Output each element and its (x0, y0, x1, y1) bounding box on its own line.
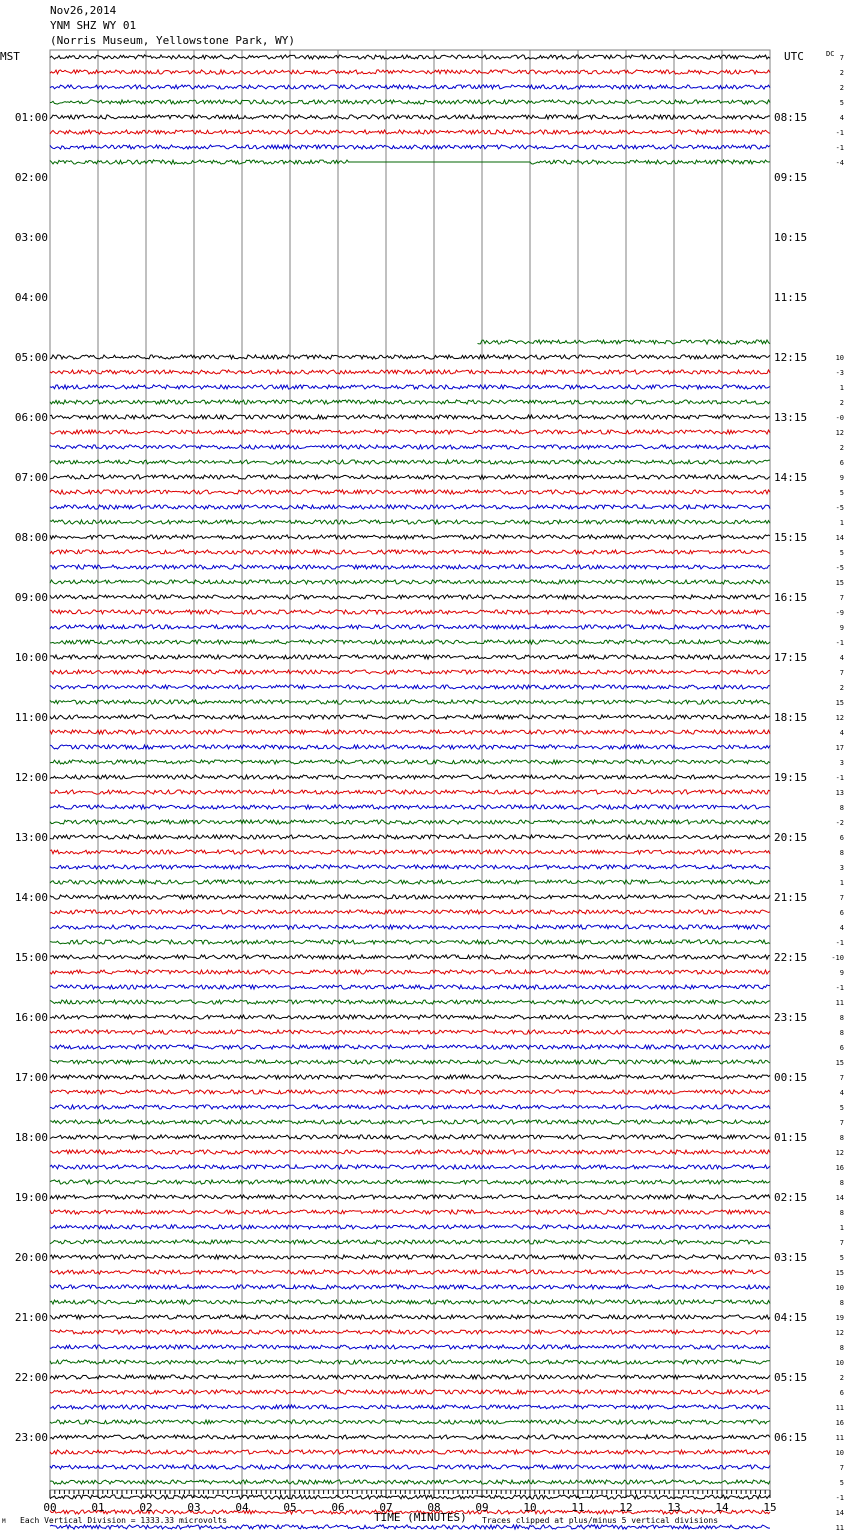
utc-hour-label: 11:15 (774, 291, 808, 304)
dc-offset-label: 8 (839, 849, 844, 857)
dc-offset-label: 4 (839, 924, 844, 932)
trace-row (50, 895, 770, 899)
dc-offset-label: 11 (835, 1434, 844, 1442)
trace-row (50, 925, 770, 929)
x-tick-label: 13 (667, 1501, 681, 1514)
dc-offset-label: 10 (835, 1284, 844, 1292)
trace-row (50, 55, 770, 59)
utc-hour-label: 06:15 (774, 1431, 808, 1444)
mst-hour-label: 11:00 (14, 711, 48, 724)
trace-row (50, 1225, 770, 1229)
dc-offset-label: 9 (839, 624, 844, 632)
trace-row (50, 430, 770, 434)
right-timezone-label: UTC (784, 50, 804, 63)
trace-row (50, 1105, 770, 1109)
utc-hour-label: 01:15 (774, 1131, 808, 1144)
dc-offset-label: 4 (839, 729, 844, 737)
trace-row (50, 805, 770, 809)
utc-hour-label: 18:15 (774, 711, 808, 724)
x-tick-label: 01 (91, 1501, 105, 1514)
dc-offset-label: 2 (839, 69, 844, 77)
dc-offset-label: 12 (835, 714, 844, 722)
trace-row (50, 580, 770, 584)
mst-hour-label: 06:00 (14, 411, 48, 424)
trace-row (50, 880, 770, 884)
dc-offset-label: 7 (839, 1119, 844, 1127)
trace-row (50, 1090, 770, 1094)
dc-offset-label: 8 (839, 804, 844, 812)
dc-offset-label: 16 (835, 1419, 844, 1427)
trace-row (50, 1060, 770, 1064)
mst-hour-label: 04:00 (14, 291, 48, 304)
dc-offset-label: -2 (835, 819, 844, 827)
trace-row (50, 535, 770, 539)
dc-offset-label: 8 (839, 1299, 844, 1307)
trace-row (50, 160, 770, 164)
dc-offset-label: -1 (835, 639, 844, 647)
trace-row (50, 85, 770, 89)
x-tick-label: 11 (571, 1501, 585, 1514)
trace-row (50, 1285, 770, 1289)
utc-hour-label: 16:15 (774, 591, 808, 604)
dc-offset-label: 2 (839, 84, 844, 92)
dc-offset-label: 8 (839, 1134, 844, 1142)
dc-offset-label: 10 (835, 1359, 844, 1367)
dc-offset-label: 11 (835, 1404, 844, 1412)
dc-offset-label: 8 (839, 1029, 844, 1037)
mst-hour-label: 09:00 (14, 591, 48, 604)
trace-row (50, 1240, 770, 1244)
trace-row (50, 385, 770, 389)
trace-row (50, 1000, 770, 1004)
dc-offset-label: 15 (835, 1059, 844, 1067)
dc-offset-label: 10 (835, 354, 844, 362)
mst-hour-label: 07:00 (14, 471, 48, 484)
trace-row (50, 1330, 770, 1334)
trace-row (50, 760, 770, 764)
trace-row (50, 1390, 770, 1394)
dc-offset-label: 14 (835, 1509, 844, 1517)
mst-hour-label: 15:00 (14, 951, 48, 964)
trace-row (50, 1150, 770, 1154)
dc-offset-label: 17 (835, 744, 844, 752)
mst-hour-label: 13:00 (14, 831, 48, 844)
trace-row (50, 100, 770, 104)
dc-offset-label: -1 (835, 984, 844, 992)
trace-row (50, 490, 770, 494)
dc-offset-label: -5 (835, 504, 844, 512)
utc-hour-label: 19:15 (774, 771, 808, 784)
dc-offset-label: 1 (839, 519, 844, 527)
trace-row (50, 745, 770, 749)
dc-offset-label: 2 (839, 399, 844, 407)
trace-row (50, 730, 770, 734)
dc-offset-label: -10 (831, 954, 844, 962)
mst-hour-label: 18:00 (14, 1131, 48, 1144)
station-location: (Norris Museum, Yellowstone Park, WY) (50, 34, 296, 47)
x-tick-label: 04 (235, 1501, 249, 1514)
trace-row (50, 70, 770, 74)
dc-offset-label: 11 (835, 999, 844, 1007)
dc-offset-label: 6 (839, 909, 844, 917)
trace-row (50, 610, 770, 614)
dc-offset-label: 1 (839, 384, 844, 392)
dc-offset-label: 8 (839, 1014, 844, 1022)
trace-row (50, 1255, 770, 1259)
trace-row (50, 700, 770, 704)
utc-hour-label: 02:15 (774, 1191, 808, 1204)
dc-offset-label: 5 (839, 489, 844, 497)
utc-hour-label: 22:15 (774, 951, 808, 964)
trace-row (50, 475, 770, 479)
trace-row (50, 865, 770, 869)
utc-hour-label: 17:15 (774, 651, 808, 664)
x-tick-label: 10 (523, 1501, 537, 1514)
dc-offset-label: 4 (839, 1089, 844, 1097)
dc-offset-label: 7 (839, 1239, 844, 1247)
dc-offset-label: 14 (835, 1194, 844, 1202)
trace-row (50, 820, 770, 824)
x-axis-title: TIME (MINUTES) (374, 1511, 467, 1524)
trace-row (50, 355, 770, 359)
trace-row (50, 1210, 770, 1214)
dc-offset-label: -0 (835, 414, 844, 422)
trace-row (50, 1435, 770, 1439)
left-timezone-label: MST (0, 50, 20, 63)
trace-row (478, 340, 771, 344)
mst-hour-label: 02:00 (14, 171, 48, 184)
dc-offset-label: -3 (835, 369, 844, 377)
dc-offset-label: 8 (839, 1344, 844, 1352)
utc-hour-label: 23:15 (774, 1011, 808, 1024)
x-tick-label: 14 (715, 1501, 729, 1514)
trace-row (50, 1120, 770, 1124)
trace-row (50, 775, 770, 779)
utc-hour-label: 09:15 (774, 171, 808, 184)
trace-row (50, 1375, 770, 1379)
trace-row (50, 655, 770, 659)
trace-row (50, 1195, 770, 1199)
utc-hour-label: 00:15 (774, 1071, 808, 1084)
trace-row (50, 505, 770, 509)
trace-row (50, 1015, 770, 1019)
dc-offset-label: 9 (839, 474, 844, 482)
mst-hour-label: 17:00 (14, 1071, 48, 1084)
dc-offset-label: 2 (839, 684, 844, 692)
trace-row (50, 445, 770, 449)
trace-row (50, 1480, 770, 1484)
dc-offset-label: 3 (839, 864, 844, 872)
dc-offset-label: -5 (835, 564, 844, 572)
dc-offset-label: 7 (839, 894, 844, 902)
trace-row (50, 1345, 770, 1349)
dc-offset-label: 4 (839, 114, 844, 122)
trace-row (50, 595, 770, 599)
trace-row (50, 1300, 770, 1304)
trace-row (50, 130, 770, 134)
mst-hour-label: 14:00 (14, 891, 48, 904)
trace-row (50, 1405, 770, 1409)
trace-row (50, 1360, 770, 1364)
dc-offset-label: 8 (839, 1179, 844, 1187)
dc-offset-label: 7 (839, 54, 844, 62)
dc-offset-label: 7 (839, 669, 844, 677)
utc-hour-label: 15:15 (774, 531, 808, 544)
dc-offset-label: -1 (835, 144, 844, 152)
dc-offset-label: 15 (835, 1269, 844, 1277)
x-tick-label: 08 (427, 1501, 441, 1514)
dc-offset-label: 16 (835, 1164, 844, 1172)
dc-offset-label: 7 (839, 1074, 844, 1082)
dc-offset-label: 10 (835, 1449, 844, 1457)
dc-offset-label: 5 (839, 1254, 844, 1262)
trace-row (50, 550, 770, 554)
trace-row (50, 940, 770, 944)
trace-row (50, 1135, 770, 1139)
trace-row (50, 640, 770, 644)
trace-row (50, 1030, 770, 1034)
scale-note: Each Vertical Division = 1333.33 microvolts (20, 1516, 228, 1525)
trace-row (50, 1180, 770, 1184)
trace-row (50, 565, 770, 569)
x-tick-label: 15 (763, 1501, 777, 1514)
dc-offset-label: 11 (835, 1524, 844, 1532)
mst-hour-label: 21:00 (14, 1311, 48, 1324)
mst-hour-label: 05:00 (14, 351, 48, 364)
dc-offset-label: 1 (839, 1224, 844, 1232)
trace-row (50, 1420, 770, 1424)
trace-row (50, 685, 770, 689)
corner-mark: M (2, 1518, 6, 1525)
utc-hour-label: 13:15 (774, 411, 808, 424)
trace-row (50, 715, 770, 719)
x-tick-label: 05 (283, 1501, 297, 1514)
utc-hour-label: 12:15 (774, 351, 808, 364)
utc-hour-label: 14:15 (774, 471, 808, 484)
dc-offset-label: 12 (835, 429, 844, 437)
trace-row (50, 1165, 770, 1169)
dc-offset-label: 15 (835, 699, 844, 707)
trace-row (50, 1495, 770, 1499)
utc-hour-label: 08:15 (774, 111, 808, 124)
x-tick-label: 03 (187, 1501, 201, 1514)
trace-row (50, 985, 770, 989)
dc-offset-label: 14 (835, 534, 844, 542)
station-code: YNM SHZ WY 01 (50, 19, 137, 32)
dc-offset-label: 7 (839, 594, 844, 602)
dc-offset-label: 5 (839, 549, 844, 557)
x-tick-label: 02 (139, 1501, 153, 1514)
x-tick-label: 00 (43, 1501, 57, 1514)
trace-row (50, 1525, 770, 1529)
dc-offset-label: 6 (839, 459, 844, 467)
trace-row (50, 1465, 770, 1469)
trace-row (50, 1045, 770, 1049)
trace-row (50, 415, 770, 419)
trace-row (50, 460, 770, 464)
trace-row (50, 115, 770, 119)
dc-offset-label: -1 (835, 939, 844, 947)
plot-date: Nov26,2014 (50, 4, 117, 17)
trace-row (50, 670, 770, 674)
trace-row (50, 850, 770, 854)
trace-row (50, 955, 770, 959)
mst-hour-label: 10:00 (14, 651, 48, 664)
dc-offset-label: 5 (839, 1479, 844, 1487)
utc-hour-label: 21:15 (774, 891, 808, 904)
utc-hour-label: 20:15 (774, 831, 808, 844)
trace-row (50, 145, 770, 149)
dc-offset-label: 9 (839, 969, 844, 977)
x-tick-label: 06 (331, 1501, 345, 1514)
mst-hour-label: 08:00 (14, 531, 48, 544)
trace-row (50, 1075, 770, 1079)
x-tick-label: 07 (379, 1501, 393, 1514)
mst-hour-label: 16:00 (14, 1011, 48, 1024)
dc-offset-label: 15 (835, 579, 844, 587)
dc-offset-label: 5 (839, 99, 844, 107)
trace-row (50, 625, 770, 629)
mst-hour-label: 01:00 (14, 111, 48, 124)
utc-hour-label: 05:15 (774, 1371, 808, 1384)
mst-hour-label: 19:00 (14, 1191, 48, 1204)
mst-hour-label: 23:00 (14, 1431, 48, 1444)
trace-row (50, 400, 770, 404)
dc-offset-label: -4 (835, 159, 844, 167)
trace-row (50, 1270, 770, 1274)
mst-hour-label: 03:00 (14, 231, 48, 244)
dc-offset-label: 6 (839, 1389, 844, 1397)
trace-row (50, 970, 770, 974)
dc-offset-label: 2 (839, 444, 844, 452)
dc-offset-label: 5 (839, 1104, 844, 1112)
mst-hour-label: 12:00 (14, 771, 48, 784)
dc-offset-label: 8 (839, 1209, 844, 1217)
clip-note: Traces clipped at plus/minus 5 vertical divisions (482, 1516, 719, 1525)
dc-offset-label: 13 (835, 789, 844, 797)
dc-offset-label: -1 (835, 1494, 844, 1502)
dc-offset-label: 3 (839, 759, 844, 767)
dc-offset-label: 6 (839, 1044, 844, 1052)
trace-row (50, 790, 770, 794)
x-tick-label: 12 (619, 1501, 633, 1514)
trace-row (50, 835, 770, 839)
trace-row (50, 910, 770, 914)
x-tick-label: 09 (475, 1501, 489, 1514)
trace-row (50, 1315, 770, 1319)
dc-offset-label: -9 (835, 609, 844, 617)
trace-row (50, 520, 770, 524)
mst-hour-label: 20:00 (14, 1251, 48, 1264)
dc-offset-label: 19 (835, 1314, 844, 1322)
dc-offset-label: -1 (835, 129, 844, 137)
trace-row (50, 370, 770, 374)
mst-hour-label: 22:00 (14, 1371, 48, 1384)
dc-header-label: DC (826, 50, 835, 58)
dc-offset-label: 12 (835, 1329, 844, 1337)
dc-offset-label: 12 (835, 1149, 844, 1157)
utc-hour-label: 03:15 (774, 1251, 808, 1264)
utc-hour-label: 04:15 (774, 1311, 808, 1324)
dc-offset-label: 2 (839, 1374, 844, 1382)
dc-offset-label: 6 (839, 834, 844, 842)
dc-offset-label: 1 (839, 879, 844, 887)
dc-offset-label: 7 (839, 1464, 844, 1472)
dc-offset-label: -1 (835, 774, 844, 782)
dc-offset-label: 4 (839, 654, 844, 662)
trace-row (50, 1450, 770, 1454)
utc-hour-label: 10:15 (774, 231, 808, 244)
